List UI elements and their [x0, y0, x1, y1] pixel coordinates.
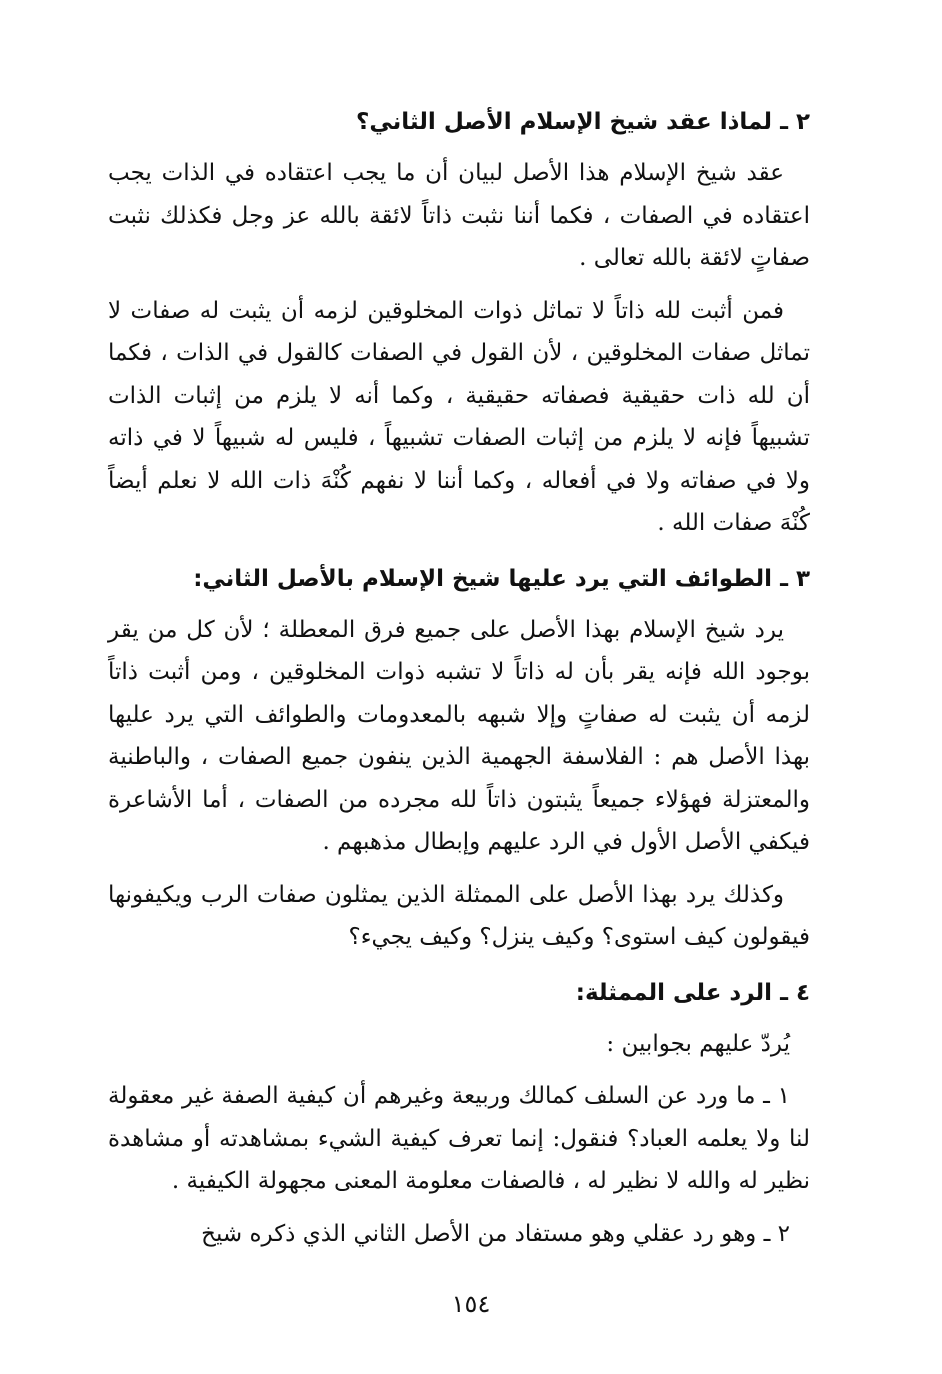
- section-4-intro: يُردّ عليهم بجوابين :: [606, 1030, 790, 1057]
- section-4-answer-2: ٢ ـ وهو رد عقلي وهو مستفاد من الأصل الثاني الذي ذكره شيخ: [201, 1220, 790, 1247]
- section-2-paragraph-1: عقد شيخ الإسلام هذا الأصل لبيان أن ما يجب اعتقاده في الذات يجب اعتقاده في الصفات ، فكما أننا نثبت ذاتاً لائقة بالله عز وجل فكذلك نثبت صفاتٍ لائقة بالله تعالى .: [108, 160, 810, 271]
- section-3-heading: ٣ ـ الطوائف التي يرد عليها شيخ الإسلام بالأصل الثاني:: [193, 565, 810, 592]
- section-3-paragraph-1: يرد شيخ الإسلام بهذا الأصل على جميع فرق المعطلة ؛ لأن كل من يقر بوجود الله فإنه يقر بأن له ذاتاً لا تشبه ذوات المخلوقين ، ومن أثبت ذاتاً لزمه أن يثبت له صفاتٍ وإلا شبهه بالمعدومات والطوائف التي يرد عليها بهذا الأصل هم : الفلاسفة الجهمية الذين ينفون جميع الصفات ، والباطنية والمعتزلة فهؤلاء جميعاً يثبتون ذاتاً لله مجرده من الصفات ، أما الأشاعرة فيكفي الأصل الأول في الرد عليهم وإبطال مذهبهم .: [108, 616, 810, 855]
- section-2-paragraph-2: فمن أثبت لله ذاتاً لا تماثل ذوات المخلوقين لزمه أن يثبت له صفات لا تماثل صفات المخلوقين ، لأن القول في الصفات كالقول في الذات ، فكما أن لله ذات حقيقية فصفاته حقيقية ، وكما أنه لا يلزم من إثبات الذات تشبيهاً فإنه لا يلزم من إثبات الصفات تشبيهاً ، فليس له شبيهاً لا في ذاته ولا في صفاته ولا في أفعاله ، وكما أننا لا نفهم كُنْهَ ذات الله لا نعلم أيضاً كُنْهَ صفات الله .: [108, 297, 810, 536]
- page-body: [108, 98, 810, 1265]
- section-4-heading: ٤ ـ الرد على الممثلة:: [575, 979, 810, 1006]
- page-number: ١٥٤: [451, 1290, 491, 1318]
- section-4-answer-1: ١ ـ ما ورد عن السلف كمالك وربيعة وغيرهم أن كيفية الصفة غير معقولة لنا ولا يعلمه العباد؟ فنقول: إنما تعرف كيفية الشيء بمشاهدته أو مشاهدة نظير له والله لا نظير له ، فالصفات معلومة المعنى مجهولة الكيفية .: [108, 1083, 810, 1194]
- section-3-paragraph-2: وكذلك يرد بهذا الأصل على الممثلة الذين يمثلون صفات الرب ويكيفونها فيقولون كيف استوى؟ وكيف ينزل؟ وكيف يجيء؟: [108, 881, 810, 950]
- section-2-heading: ٢ ـ لماذا عقد شيخ الإسلام الأصل الثاني؟: [356, 109, 810, 135]
